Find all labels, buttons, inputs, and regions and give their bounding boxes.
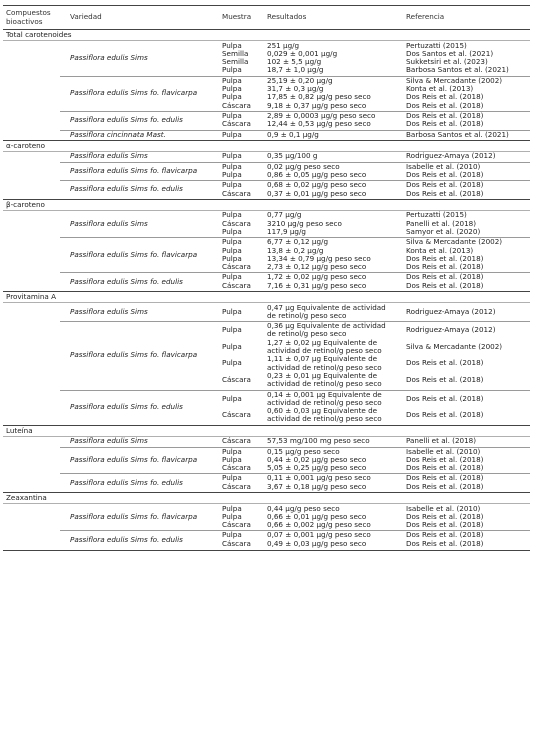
variety-cell: Passiflora edulis Sims fo. edulis	[70, 534, 183, 544]
sample-cell: Semilla	[222, 48, 249, 58]
sample-cell: Pulpa	[222, 393, 242, 403]
result-cell: 12,44 ± 0,53 µg/g peso seco	[267, 119, 371, 129]
sample-cell: Pulpa	[222, 75, 242, 85]
section-rule	[3, 29, 530, 30]
sample-cell: Pulpa	[222, 446, 242, 456]
variety-cell: Passiflora edulis Sims fo. edulis	[70, 401, 183, 411]
sample-cell: Cáscara	[222, 188, 251, 198]
reference-cell: Dos Reis et al. (2018)	[406, 454, 484, 464]
result-cell: 0,44 µg/g peso seco	[267, 503, 340, 513]
result-cell: 18,7 ± 1,0 µg/g	[267, 65, 324, 75]
result-cell: 0,02 µg/g peso seco	[267, 161, 340, 171]
sample-cell: Pulpa	[222, 180, 242, 190]
variety-cell: Passiflora edulis Sims fo. edulis	[70, 184, 183, 194]
result-cell: 7,16 ± 0,31 µg/g peso seco	[267, 280, 367, 290]
sample-cell: Pulpa	[222, 40, 242, 50]
sample-cell: Cáscara	[222, 410, 251, 420]
section-title: Provitamina A	[6, 292, 57, 301]
sample-cell: Pulpa	[222, 341, 242, 351]
reference-cell: Dos Reis et al. (2018)	[406, 463, 484, 473]
sample-cell: Pulpa	[222, 169, 242, 179]
reference-cell: Barbosa Santos et al. (2021)	[406, 129, 509, 139]
reference-cell: Dos Reis et al. (2018)	[406, 280, 484, 290]
header-compuestos: Compuestos bioactivos	[6, 8, 51, 26]
result-cell: 0,44 ± 0,02 µg/g peso seco	[267, 454, 367, 464]
sample-cell: Pulpa	[222, 110, 242, 120]
sample-cell: Pulpa	[222, 454, 242, 464]
variety-cell: Passiflora edulis Sims	[70, 151, 148, 161]
result-cell: 1,72 ± 0,02 µg/g peso seco	[267, 272, 367, 282]
sample-cell: Cáscara	[222, 218, 251, 228]
reference-cell: Dos Reis et al. (2018)	[406, 375, 484, 385]
variety-cell: Passiflora edulis Sims	[70, 218, 148, 228]
reference-cell: Dos Santos et al. (2021)	[406, 48, 494, 58]
result-cell: 102 ± 5,5 µg/g	[267, 57, 322, 67]
result-cell: 25,19 ± 0,20 µg/g	[267, 75, 333, 85]
sample-cell: Cáscara	[222, 463, 251, 473]
reference-cell: Rodriguez-Amaya (2012)	[406, 325, 496, 335]
sample-cell: Pulpa	[222, 129, 242, 139]
result-cell: 0,23 ± 0,01 µg Equivalente de	[267, 370, 378, 380]
reference-cell: Dos Reis et al. (2018)	[406, 393, 484, 403]
section-title: Zeaxantina	[6, 493, 47, 502]
reference-cell: Dos Reis et al. (2018)	[406, 481, 484, 491]
sample-cell: Pulpa	[222, 92, 242, 102]
reference-cell: Dos Reis et al. (2018)	[406, 410, 484, 420]
sample-cell: Cáscara	[222, 520, 251, 530]
result-cell: 57,53 mg/100 mg peso seco	[267, 436, 370, 446]
reference-cell: Dos Reis et al. (2018)	[406, 520, 484, 530]
reference-cell: Dos Reis et al. (2018)	[406, 473, 484, 483]
result-cell: 0,86 ± 0,05 µg/g peso seco	[267, 169, 367, 179]
variety-cell: Passiflora edulis Sims fo. edulis	[70, 115, 183, 125]
header-resultados: Resultados	[267, 12, 307, 21]
variety-cell: Passiflora edulis Sims fo. flavicarpa	[70, 165, 198, 175]
result-cell: 3210 µg/g peso seco	[267, 218, 342, 228]
section-rule	[3, 291, 530, 292]
result-cell: de retinol/g peso seco	[267, 310, 347, 320]
sample-cell: Pulpa	[222, 226, 242, 236]
sample-cell: Pulpa	[222, 161, 242, 171]
result-cell: 17,85 ± 0,82 µg/g peso seco	[267, 92, 371, 102]
sample-cell: Cáscara	[222, 481, 251, 491]
sample-cell: Cáscara	[222, 375, 251, 385]
reference-cell: Dos Reis et al. (2018)	[406, 511, 484, 521]
result-cell: 0,49 ± 0,03 µg/g peso seco	[267, 538, 367, 548]
result-cell: 0,9 ± 0,1 µg/g	[267, 129, 319, 139]
result-cell: 0,029 ± 0,001 µg/g	[267, 48, 338, 58]
reference-cell: Panelli et al. (2018)	[406, 218, 477, 228]
result-cell: 5,05 ± 0,25 µg/g peso seco	[267, 463, 367, 473]
variety-cell: Passiflora edulis Sims	[70, 436, 148, 446]
result-cell: 31,7 ± 0,3 µg/g	[267, 84, 324, 93]
reference-cell: Dos Reis et al. (2018)	[406, 119, 484, 129]
result-cell: 13,8 ± 0,2 µg/g	[267, 245, 324, 255]
result-cell: actividad de retinol/g peso seco	[267, 379, 382, 389]
sample-cell: Cáscara	[222, 538, 251, 548]
result-cell: 0,66 ± 0,01 µg/g peso seco	[267, 511, 367, 521]
reference-cell: Konta et al. (2013)	[406, 245, 474, 255]
variety-cell: Passiflora edulis Sims	[70, 306, 148, 316]
section-title: β-caroteno	[6, 199, 45, 209]
variety-cell: Passiflora edulis Sims fo. edulis	[70, 477, 183, 487]
sample-cell: Pulpa	[222, 503, 242, 513]
result-cell: 0,07 ± 0,001 µg/g peso seco	[267, 530, 371, 540]
sample-cell: Pulpa	[222, 237, 242, 247]
reference-cell: Isabelle et al. (2010)	[406, 503, 481, 513]
table-top-rule	[3, 5, 530, 6]
reference-cell: Dos Reis et al. (2018)	[406, 180, 484, 190]
reference-cell: Dos Reis et al. (2018)	[406, 272, 484, 282]
result-cell: 2,89 ± 0,0003 µg/g peso seco	[267, 110, 376, 120]
sample-cell: Pulpa	[222, 210, 242, 220]
reference-cell: Samyor et al. (2020)	[406, 226, 481, 236]
sample-cell: Pulpa	[222, 511, 242, 521]
result-cell: 0,35 µg/100 g	[267, 151, 318, 161]
header-variedad: Variedad	[70, 12, 102, 21]
reference-cell: Silva & Mercadante (2002)	[406, 75, 503, 85]
reference-cell: Barbosa Santos et al. (2021)	[406, 65, 509, 75]
section-rule	[3, 425, 530, 426]
reference-cell: Silva & Mercadante (2002)	[406, 237, 503, 247]
result-cell: 0,14 ± 0,001 µg Equivalente de	[267, 389, 382, 399]
header-referencia: Referencia	[406, 12, 445, 21]
sample-cell: Pulpa	[222, 306, 242, 316]
reference-cell: Dos Reis et al. (2018)	[406, 358, 484, 368]
result-cell: 117,9 µg/g	[267, 226, 306, 236]
reference-cell: Pertuzatti (2015)	[406, 210, 467, 220]
section-rule	[3, 492, 530, 493]
sample-cell: Pulpa	[222, 473, 242, 483]
result-cell: 251 µg/g	[267, 40, 300, 50]
sample-cell: Cáscara	[222, 436, 251, 446]
result-cell: actividad de retinol/g peso seco	[267, 414, 382, 424]
result-cell: 0,68 ± 0,02 µg/g peso seco	[267, 180, 367, 190]
reference-cell: Dos Reis et al. (2018)	[406, 169, 484, 179]
result-cell: 0,60 ± 0,03 µg Equivalente de	[267, 406, 378, 416]
result-cell: 0,36 µg Equivalente de actividad	[267, 321, 386, 331]
section-title: α-caroteno	[6, 140, 46, 150]
result-cell: 2,73 ± 0,12 µg/g peso seco	[267, 262, 367, 272]
variety-cell: Passiflora cincinnata Mast.	[70, 129, 166, 139]
section-title: Total carotenoides	[6, 30, 72, 39]
result-cell: 13,34 ± 0,79 µg/g peso seco	[267, 253, 371, 263]
section-rule	[3, 140, 530, 141]
section-rule	[3, 199, 530, 200]
reference-cell: Dos Reis et al. (2018)	[406, 110, 484, 120]
result-cell: 0,15 µg/g peso seco	[267, 446, 340, 456]
sample-cell: Pulpa	[222, 151, 242, 161]
sample-cell: Pulpa	[222, 325, 242, 335]
reference-cell: Panelli et al. (2018)	[406, 436, 477, 446]
result-cell: 0,37 ± 0,01 µg/g peso seco	[267, 188, 367, 198]
result-cell: 6,77 ± 0,12 µg/g	[267, 237, 329, 247]
reference-cell: Dos Reis et al. (2018)	[406, 262, 484, 272]
reference-cell: Sukketsiri et al. (2023)	[406, 57, 488, 67]
reference-cell: Dos Reis et al. (2018)	[406, 530, 484, 540]
reference-cell: Isabelle et al. (2010)	[406, 446, 481, 456]
variety-cell: Passiflora edulis Sims fo. flavicarpa	[70, 249, 198, 259]
sample-cell: Cáscara	[222, 119, 251, 129]
result-cell: 0,11 ± 0,001 µg/g peso seco	[267, 473, 371, 483]
result-cell: de retinol/g peso seco	[267, 329, 347, 339]
result-cell: actividad de retinol/g peso seco	[267, 397, 382, 407]
reference-cell: Dos Reis et al. (2018)	[406, 92, 484, 102]
sample-cell: Semilla	[222, 57, 249, 67]
variety-cell: Passiflora edulis Sims	[70, 52, 148, 62]
section-title: Luteína	[6, 425, 33, 435]
reference-cell: Silva & Mercadante (2002)	[406, 341, 503, 351]
variety-cell: Passiflora edulis Sims fo. flavicarpa	[70, 454, 198, 464]
sample-cell: Cáscara	[222, 280, 251, 290]
reference-cell: Rodriguez-Amaya (2012)	[406, 151, 496, 161]
sample-cell: Pulpa	[222, 358, 242, 368]
reference-cell: Isabelle et al. (2010)	[406, 161, 481, 171]
reference-cell: Pertuzatti (2015)	[406, 40, 467, 50]
result-cell: 1,11 ± 0,07 µg Equivalente de	[267, 354, 378, 364]
sample-cell: Pulpa	[222, 245, 242, 255]
sample-cell: Pulpa	[222, 65, 242, 75]
sample-cell: Cáscara	[222, 100, 251, 110]
sample-cell: Pulpa	[222, 272, 242, 282]
reference-cell: Dos Reis et al. (2018)	[406, 188, 484, 198]
variety-cell: Passiflora edulis Sims fo. flavicarpa	[70, 88, 198, 98]
reference-cell: Dos Reis et al. (2018)	[406, 253, 484, 263]
result-cell: actividad de retinol/g peso seco	[267, 362, 382, 372]
variety-cell: Passiflora edulis Sims fo. edulis	[70, 276, 183, 286]
result-cell: 0,47 µg Equivalente de actividad	[267, 302, 386, 312]
result-cell: 3,67 ± 0,18 µg/g peso seco	[267, 481, 367, 491]
reference-cell: Rodriguez-Amaya (2012)	[406, 306, 496, 316]
sample-cell: Pulpa	[222, 530, 242, 540]
result-cell: 9,18 ± 0,37 µg/g peso seco	[267, 100, 367, 110]
table-bottom-rule	[3, 550, 530, 551]
sample-cell: Pulpa	[222, 253, 242, 263]
reference-cell: Dos Reis et al. (2018)	[406, 538, 484, 548]
result-cell: 0,77 µg/g	[267, 210, 302, 220]
reference-cell: Konta et al. (2013)	[406, 84, 474, 93]
result-cell: 1,27 ± 0,02 µg Equivalente de	[267, 337, 378, 347]
header-muestra: Muestra	[222, 12, 252, 21]
variety-cell: Passiflora edulis Sims fo. flavicarpa	[70, 350, 198, 360]
result-cell: 0,66 ± 0,002 µg/g peso seco	[267, 520, 371, 530]
sample-cell: Cáscara	[222, 262, 251, 272]
sample-cell: Pulpa	[222, 84, 242, 93]
variety-cell: Passiflora edulis Sims fo. flavicarpa	[70, 511, 198, 521]
reference-cell: Dos Reis et al. (2018)	[406, 100, 484, 110]
result-cell: actividad de retinol/g peso seco	[267, 346, 382, 355]
